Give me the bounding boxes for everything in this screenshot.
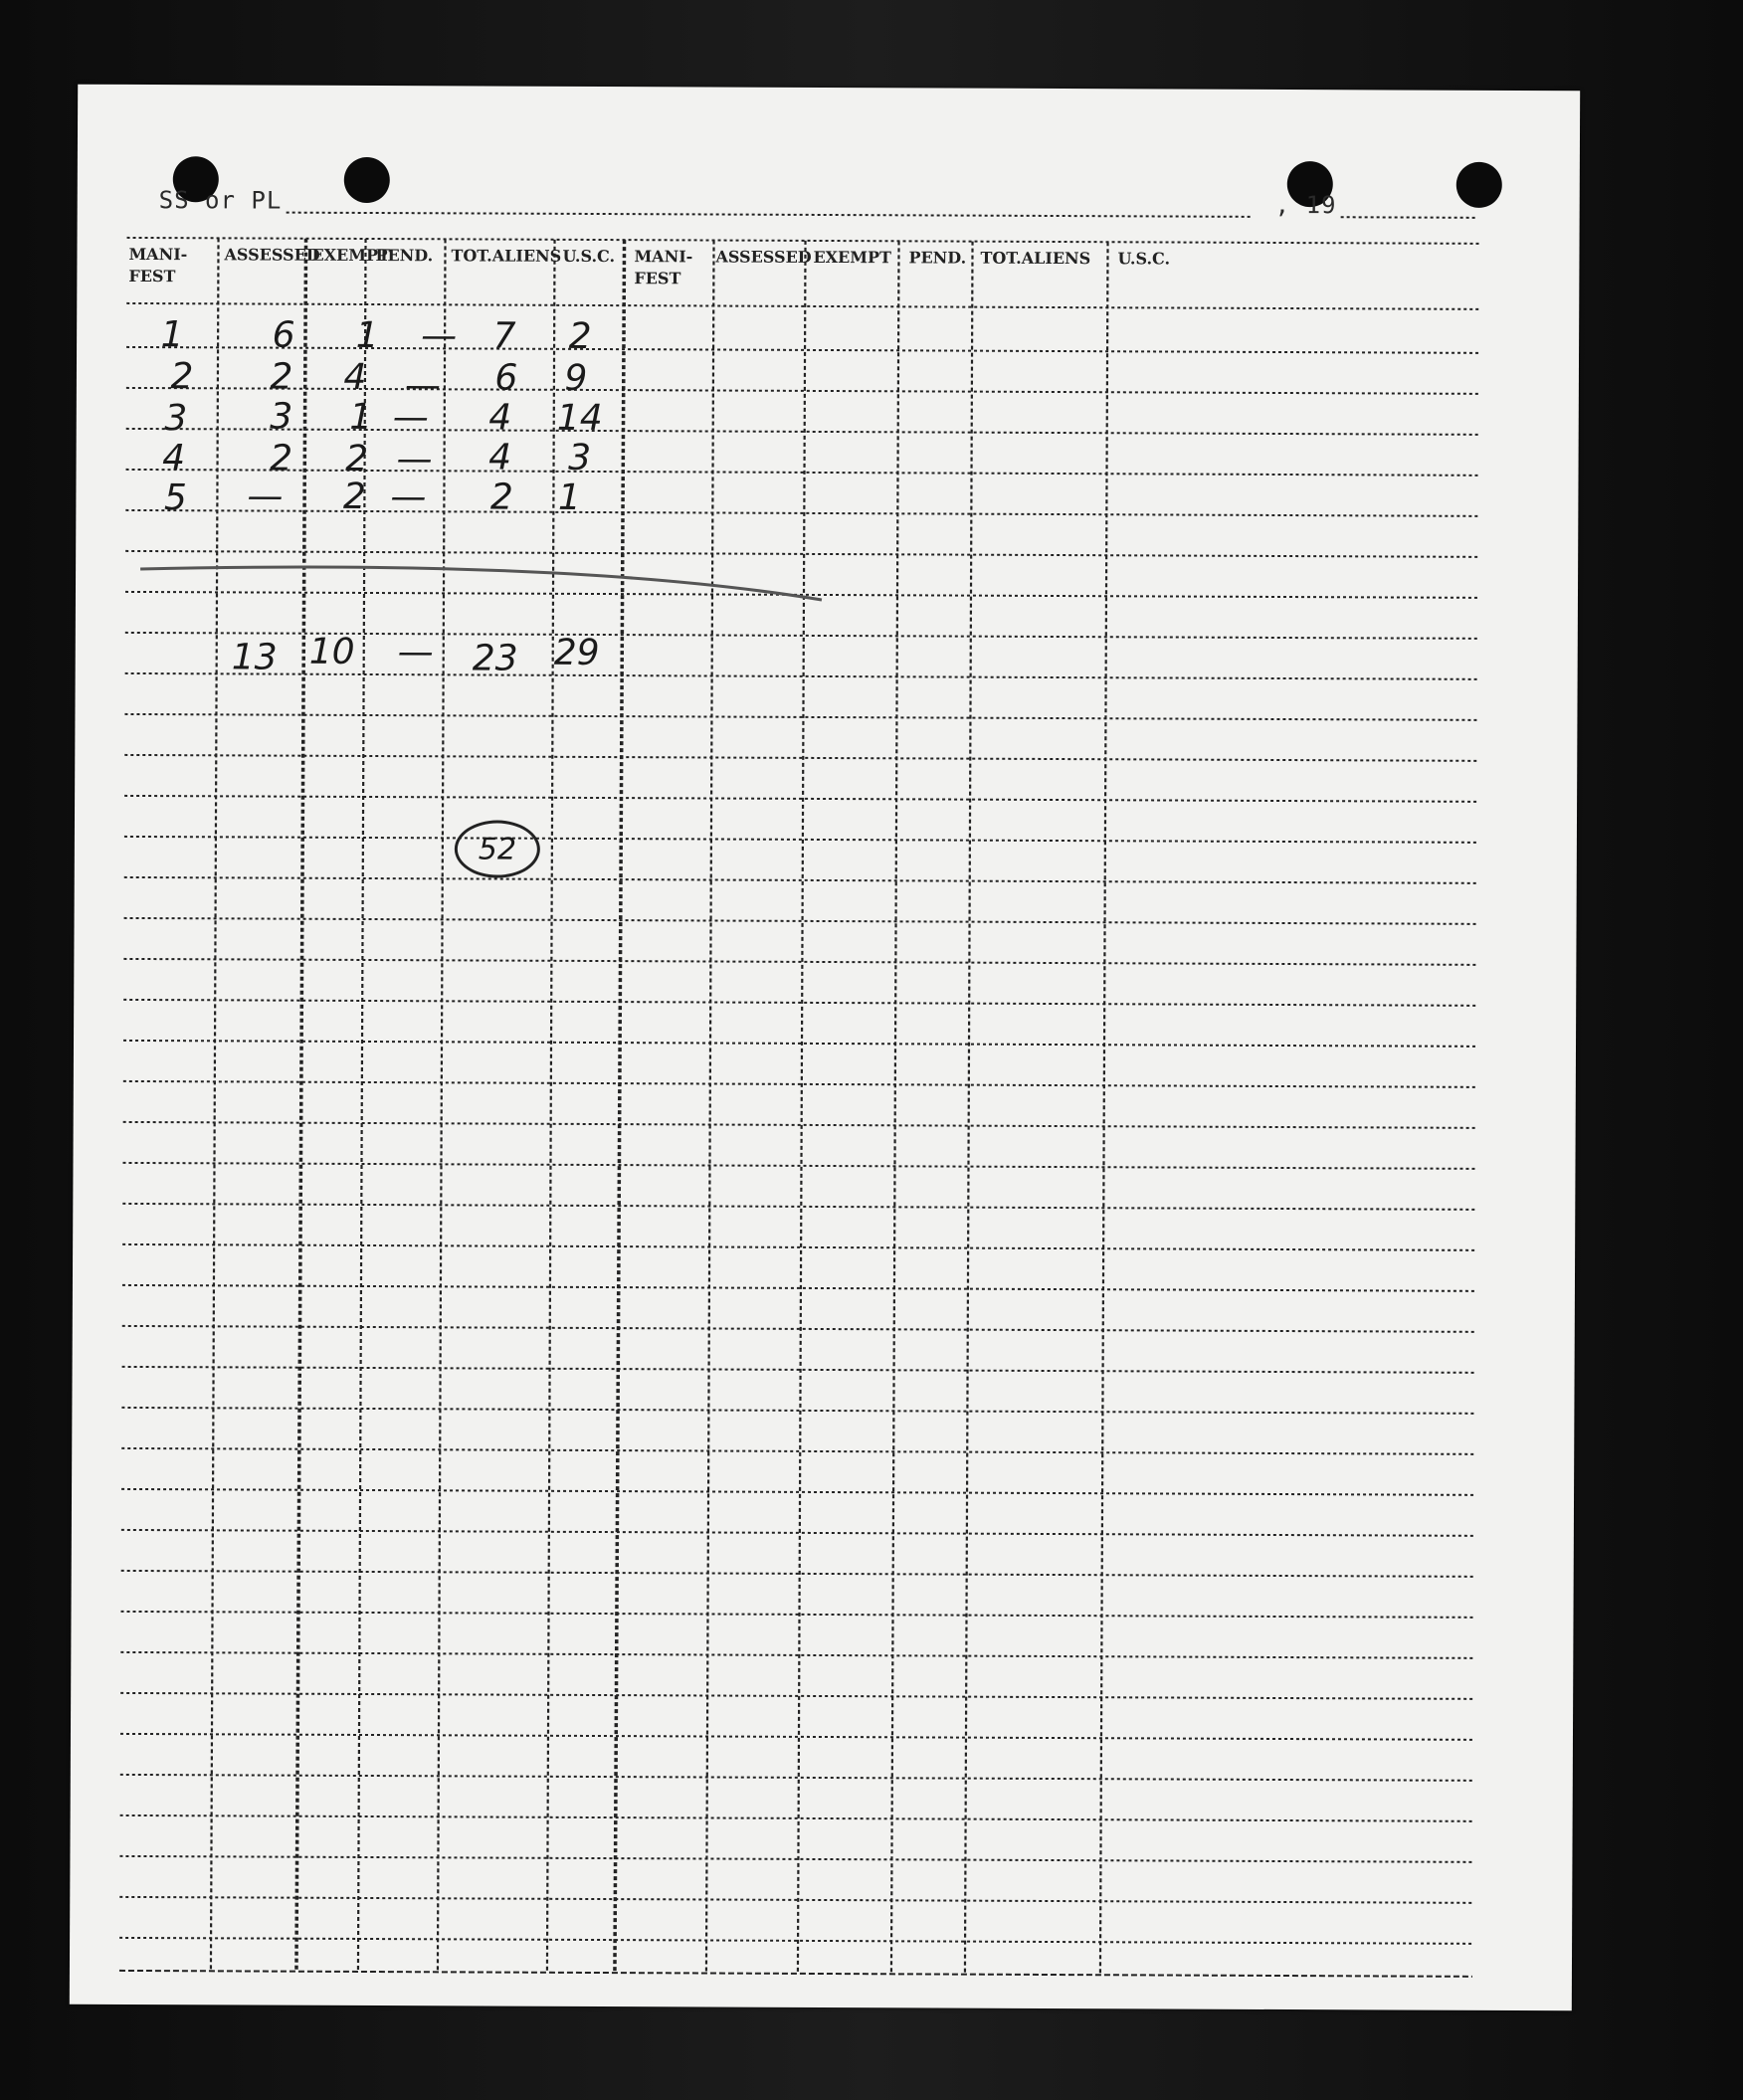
entry-pend: — xyxy=(392,397,429,439)
entry-exempt: 2 xyxy=(345,438,369,479)
header-usc-left: U.S.C. xyxy=(562,246,616,267)
entry-assessed: — xyxy=(247,476,284,517)
row-rule xyxy=(120,1734,1473,1740)
total-usc: 29 xyxy=(553,632,600,674)
header-manifest-right: MANI- FEST xyxy=(634,247,693,288)
entry-manifest: 2 xyxy=(170,356,194,398)
row-rule xyxy=(120,1815,1473,1821)
form-sheet xyxy=(70,85,1580,2011)
entry-pend: — xyxy=(404,365,441,407)
header-manifest-left: MANI- FEST xyxy=(128,244,188,286)
header-pend-left: PEND. xyxy=(375,246,434,266)
entry-exempt: 1 xyxy=(349,396,373,439)
entry-usc: 3 xyxy=(568,437,592,478)
row-rule xyxy=(124,837,1477,843)
row-rule xyxy=(125,551,1478,557)
column-rule xyxy=(798,241,806,1974)
header-totaliens-right: TOT.ALIENS xyxy=(980,248,1091,269)
header-usc-right: U.S.C. xyxy=(1117,249,1171,269)
column-rule xyxy=(438,239,446,1972)
row-rule xyxy=(121,1448,1474,1454)
row-rule xyxy=(121,1571,1474,1577)
row-rule xyxy=(124,918,1477,924)
column-rule xyxy=(891,241,899,1974)
row-rule xyxy=(122,1326,1475,1332)
row-rule xyxy=(119,1897,1472,1903)
row-rule xyxy=(123,959,1476,965)
entry-tot-aliens: 4 xyxy=(488,437,512,478)
row-rule xyxy=(124,796,1477,802)
row-rule xyxy=(125,673,1478,679)
row-rule xyxy=(123,1081,1476,1087)
row-rule xyxy=(123,1041,1476,1047)
entry-tot-aliens: 6 xyxy=(494,357,518,399)
entry-exempt: 1 xyxy=(355,314,379,357)
column-rule xyxy=(965,242,973,1975)
entry-usc: 1 xyxy=(557,477,581,518)
row-rule xyxy=(124,877,1477,883)
row-rule xyxy=(121,1408,1474,1414)
row-rule xyxy=(121,1489,1474,1495)
header-assessed-left: ASSESSED xyxy=(224,245,320,265)
row-rule xyxy=(121,1612,1474,1618)
column-rule xyxy=(706,241,714,1974)
header-totaliens-left: TOT.ALIENS xyxy=(451,246,562,266)
row-rule xyxy=(124,755,1477,761)
column-rule xyxy=(296,239,306,1972)
entry-usc: 9 xyxy=(564,357,588,399)
year-label: , 19 xyxy=(1274,190,1337,220)
entry-assessed: 3 xyxy=(270,396,293,438)
total-assessed: 13 xyxy=(231,637,278,678)
header-assessed-right: ASSESSED xyxy=(715,247,812,267)
entry-manifest: 5 xyxy=(163,477,187,519)
row-rule xyxy=(122,1163,1475,1169)
ship-label: SS or PL xyxy=(158,186,283,215)
pencil-sum-line xyxy=(140,566,822,600)
row-rule xyxy=(122,1285,1475,1291)
grand-total-circled: 52 xyxy=(455,820,540,877)
entry-assessed: 6 xyxy=(272,314,295,356)
entry-usc: 14 xyxy=(556,397,603,440)
column-rule xyxy=(615,240,625,1973)
entry-tot-aliens: 7 xyxy=(492,315,516,357)
row-rule xyxy=(122,1244,1475,1250)
total-exempt: 10 xyxy=(308,631,355,672)
total-pend: — xyxy=(397,632,434,673)
entry-tot-aliens: 4 xyxy=(488,397,512,439)
row-rule xyxy=(119,1938,1472,1944)
entry-pend: — xyxy=(396,439,433,480)
entry-tot-aliens: 2 xyxy=(489,477,513,518)
row-rule xyxy=(126,429,1479,435)
row-rule xyxy=(119,1856,1472,1862)
header-exempt-left: EXEMPT xyxy=(311,245,390,266)
row-rule xyxy=(123,1000,1476,1006)
entry-exempt: 2 xyxy=(342,476,366,517)
entry-assessed: 2 xyxy=(270,438,293,479)
row-rule xyxy=(120,1693,1473,1699)
row-rule xyxy=(123,1122,1476,1128)
entry-manifest: 1 xyxy=(160,314,184,356)
entry-assessed: 2 xyxy=(270,356,293,398)
entry-pend: — xyxy=(390,477,427,518)
total-tot-aliens: 23 xyxy=(472,638,518,679)
column-rule xyxy=(211,238,219,1971)
row-rule xyxy=(122,1367,1475,1373)
entry-pend: — xyxy=(421,315,458,357)
row-rule xyxy=(126,347,1479,353)
row-rule xyxy=(124,714,1477,720)
header-pend-right: PEND. xyxy=(908,248,967,268)
column-rule xyxy=(1100,242,1108,1975)
row-rule xyxy=(121,1530,1474,1536)
entry-manifest: 4 xyxy=(162,438,186,479)
entry-exempt: 4 xyxy=(343,356,367,398)
entry-usc: 2 xyxy=(568,315,592,357)
header-exempt-right: EXEMPT xyxy=(813,247,891,268)
row-rule xyxy=(120,1652,1473,1658)
entry-manifest: 3 xyxy=(164,398,188,440)
row-rule xyxy=(120,1775,1473,1781)
row-rule xyxy=(122,1204,1475,1210)
